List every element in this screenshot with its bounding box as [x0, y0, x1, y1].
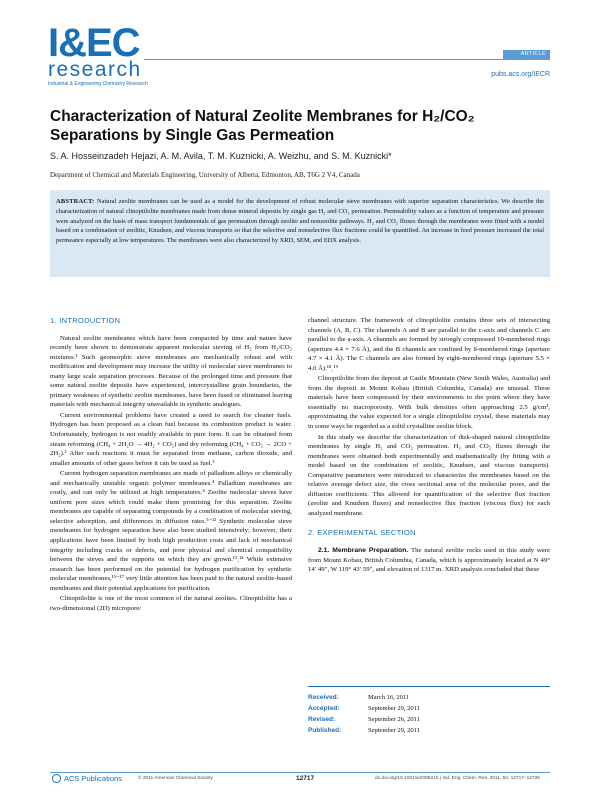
intro-paragraph-1: Natural zeolite membranes which have been compacted by time and nature have recently been shown to demonstrate apparent molecular sieving of H₂ from H₂/CO₂ mixtures.¹ Such geomorphic sieve membranes are mechanically robust and with modification and development may increase the utility of molecular sieve membranes to many large scale separation processes. Because of the prolonged time and pressure that some natural zeolite deposits have experienced, intercrystalline grain boundaries, the primary weakness of synthetic zeolite membranes, have been fused or eliminated leaving materials with mechanical integrity unavailable in synthetic analogues. — [50, 334, 292, 409]
history-date: March 16, 2011 — [368, 694, 410, 701]
page-number: 12717 — [296, 775, 315, 782]
history-date: September 29, 2011 — [368, 727, 420, 734]
abstract-box — [50, 190, 550, 277]
paper-title: Characterization of Natural Zeolite Membranes for H₂/CO₂ Separations by Single Gas Permeation — [50, 108, 475, 144]
copyright-notice: © 2011 American Chemical Society — [138, 776, 213, 781]
journal-url[interactable]: pubs.acs.org/IECR — [491, 71, 550, 78]
section-heading-experimental: 2. EXPERIMENTAL SECTION — [308, 528, 416, 538]
intro-paragraph-5: channel structure. The framework of clinoptilolite contains three sets of intersecting channels (A, B, C). The channels A and B are parallel to the c-axis and channels C are parallel to the a-axis. A channels are formed by strongly compressed 10-membered rings (aperture 4.4 × 7.6 Å), and the B channels are confined by 8-membered rings (aperture 4.7 × 4.1 Å). The C channels are also formed by eight-membered rings (aperture 5.5 × 4.0 Å).¹⁸ˏ¹⁹ — [308, 317, 550, 372]
history-date: September 29, 2011 — [368, 705, 420, 712]
history-label: Accepted: — [308, 705, 340, 712]
history-row — [308, 703, 550, 714]
abstract-label: ABSTRACT: — [56, 198, 95, 205]
right-column — [308, 316, 550, 576]
logo-sub-text: research — [48, 58, 142, 81]
acs-publications-logo[interactable] — [52, 774, 122, 783]
logo-main-text: I&EC — [48, 21, 140, 65]
history-label: Received: — [308, 694, 339, 701]
intro-paragraph-2: Current environmental problems have created a need to search for cleaner fuels. Hydrogen has been proposed as a clean fuel because its combustion product is water. Unfortunately, hydrogen is not readily available in pure form. It can be obtained from steam reforming (CH₄ + 2H₂O → 4H₂ + CO₂) and dry reforming (CH₄ + CO₂ → 2CO + 2H₂).² After such reactions it must be separated from methane, carbon dioxide, and smaller amounts of other gases before it can be used as fuel.³ — [50, 411, 292, 467]
acs-icon — [52, 774, 61, 783]
intro-paragraph-6: Clinoptilolite from the deposit at Castle Mountain (New South Wales, Australia) and from the deposit in Mount Kobau (British Columbia, Canada) are unusual. These materials have been compressed by their environments to the point where they have essentially no macroporosity. With bulk densities often approaching 2.5 g/cm³, approximating the value expected for a single clinoptilolite crystal, these materials may in some ways be regarded as a solid crystalline zeolite block. — [308, 375, 550, 431]
history-row — [308, 725, 550, 736]
affiliation: Department of Chemical and Materials Engineering, University of Alberta, Edmonton, AB, T6G 2 V4, Canada — [50, 171, 360, 179]
logo-tagline: Industrial & Engineering Chemistry Research — [48, 81, 148, 87]
journal-logo — [48, 21, 158, 87]
history-date: September 26, 2011 — [368, 716, 420, 723]
doi-citation[interactable]: dx.doi.org/10.1021/ie200521h | Ind. Eng. Chem. Res. 2011, 50, 12717–12726 — [375, 776, 540, 781]
author-list: S. A. Hosseinzadeh Hejazi, A. M. Avila, T. M. Kuznicki, A. Weizhu, and S. M. Kuznicki* — [50, 151, 392, 161]
intro-paragraph-3: Current hydrogen separation membranes are made of palladium alloys or chemically and mechanically unstable organic polymer membranes.⁴ Palladium membranes are costly, and can only be utilized at high temperatures.⁴ Zeolite molecular sieves have uniform pore sizes which could make them promising for this separation. Zeolite membranes are capable of separating compounds by a combination of molecular sieving, selective adsorption, and differences in diffusion rates.⁵⁻¹² Synthetic molecular sieve membranes for hydrogen separation have also been studied intensively; however, their applications have been limited by both high production costs and lack of mechanical integrity including cracks or defects, and poor physical and chemical compatibility between the sieves and the supports on which they are grown.¹³ˏ¹⁴ While extensive research has been performed on the potential for hydrogen purification by synthetic molecular membranes,¹⁵⁻¹⁷ very little attention has been paid to the natural zeolite-based membranes and their potential applications for purification. — [50, 470, 292, 592]
history-row — [308, 714, 550, 725]
experimental-paragraph-1 — [308, 546, 550, 575]
intro-paragraph-7: In this study we describe the characterization of disk-shaped natural clinoptilolite membranes by single H₂ and CO₂ permeation. H₂ and CO₂ fluxes through the membranes were obtained both experimentally and mathematically (by fitting with a model based on the combination of zeolitic, Knudsen, and viscous transports). Comparative parameters were introduced to characterize the membranes based on the relative average defect size, the cross sectional area of the molecular pores, and the diffusion coefficients. This allowed for quantification of the selective flux fraction (zeolite and Knudsen fluxes) and nonselective flux fraction (viscous flux) for each analyzed membrane. — [308, 433, 550, 517]
history-label: Published: — [308, 727, 342, 734]
history-label: Revised: — [308, 716, 336, 723]
left-column — [50, 316, 292, 614]
intro-paragraph-4: Clinoptilolite is one of the most common of the natural zeolites. Clinoptilolite has a two-dimensional (2D) micropore/ — [50, 595, 292, 612]
acs-publications-text: ACS Publications — [64, 774, 122, 783]
membrane-preparation-text: The natural zeolite rocks used in this study were from Mount Kobau, British Columbia, Canada, which is approximately located at N 49° 14′ 49″, W 119° 43′ 59″, and elevation of 1317 m. XRD analysis concluded that these — [308, 547, 550, 574]
abstract-text: Natural zeolite membranes can be used as a model for the development of robust molecular sieve membranes with superior separation characteristics. We describe the characterization of natural clinoptilolite membranes made from dense mineral deposits by single gas H₂ and CO₂ permeation. Permeability values as a function of temperature and pressure were analyzed on the basis of mass transport fundamentals of gas permeation through zeolite and nonzeolite pathways. H₂ and CO₂ fluxes through the membranes were fitted with a model based on a combination of zeolitic, Knudsen, and viscous transports so that the selective and nonselective flux fractions could be quantified. An increase in feed pressure increased the total permeance especially at low temperatures. The membranes were also characterized by XRD, SEM, and EDX analysis. — [56, 198, 544, 245]
header-rule — [144, 59, 550, 60]
subsection-heading-membrane-preparation: 2.1. Membrane Preparation. — [318, 547, 409, 555]
article-history — [308, 686, 550, 736]
history-row — [308, 692, 550, 703]
section-heading-introduction: 1. INTRODUCTION — [50, 316, 121, 325]
footer-rule — [50, 772, 550, 773]
article-badge: ARTICLE — [503, 50, 550, 59]
